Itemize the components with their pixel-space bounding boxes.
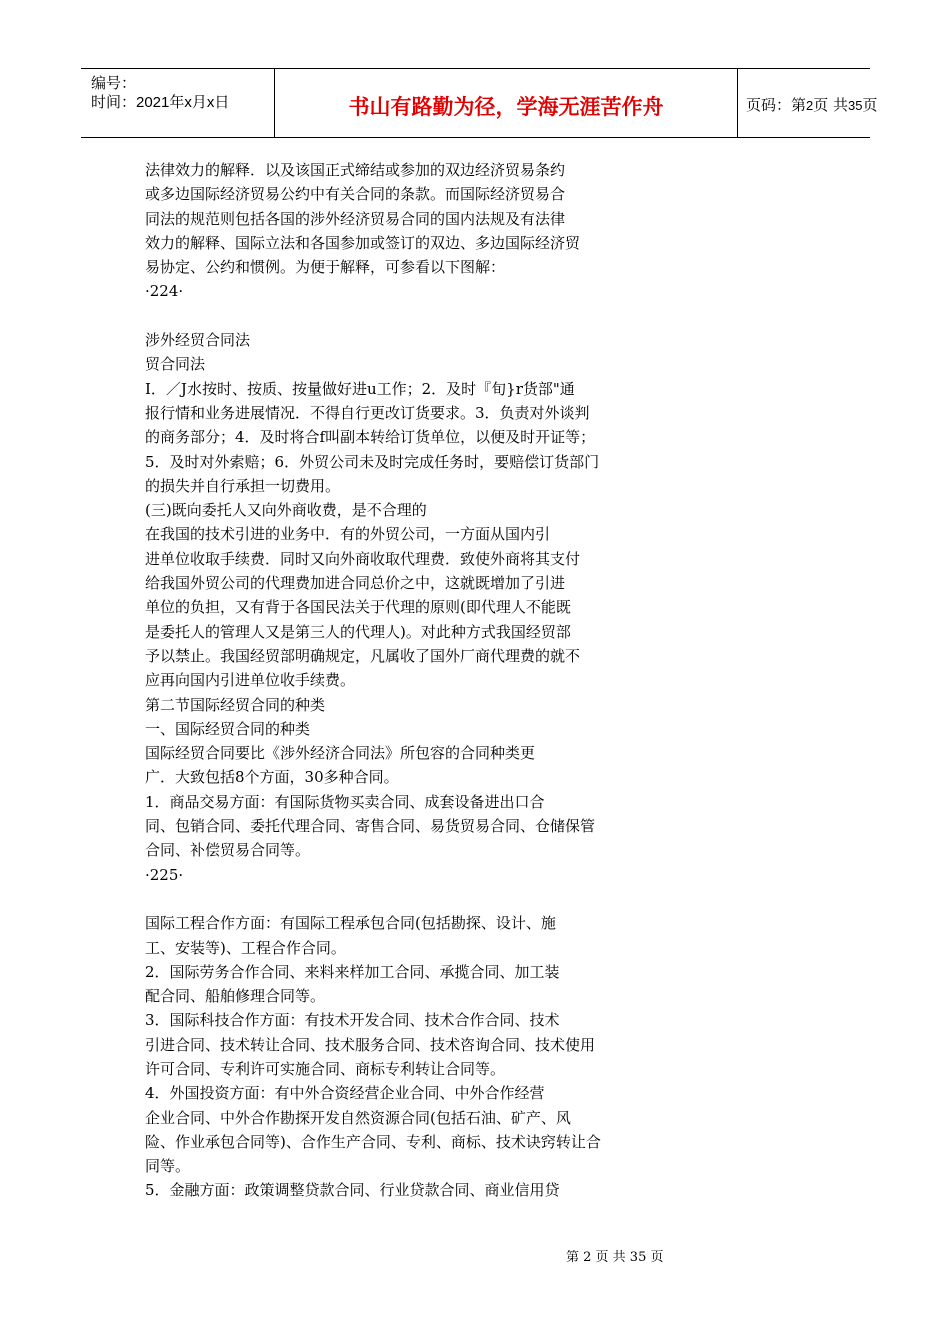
header-middle-cell [275, 69, 738, 137]
document-time-label: 时间：2021年x月x日 [91, 94, 230, 111]
text-line: 予以禁止。我国经贸部明确规定，凡属收了国外厂商代理费的就不 [145, 646, 581, 665]
text-line: 法律效力的解释．以及该国正式缔结或参加的双边经济贸易条约 [145, 161, 566, 179]
text-line: 4．外国投资方面：有中外合资经营企业合同、中外合作经营 [145, 1084, 545, 1103]
document-number-label: 编号： [91, 75, 137, 92]
text-line [145, 887, 685, 911]
text-line: 或多边国际经济贸易公约中有关合同的条款。而国际经济贸易合 [145, 185, 566, 204]
text-line: 贸合同法 [145, 355, 206, 374]
text-line: 的损失并自行承担一切费用。 [145, 476, 341, 495]
page-footer: 第 2 页 共 35 页 [566, 1250, 664, 1265]
text-line: 易协定、公约和惯例。为便于解释，可参看以下图解： [145, 258, 506, 277]
text-line: 广．大致包括8个方面，30多种合同。 [145, 768, 399, 787]
page-header [81, 68, 878, 138]
header-left-cell [81, 69, 275, 137]
text-line: ·224· [145, 282, 184, 301]
text-line: (三)既向委托人又向外商收费，是不合理的 [145, 501, 427, 520]
text-line: 引进合同、技术转让合同、技术服务合同、技术咨询合同、技术使用 [145, 1035, 596, 1054]
text-line: 工、安装等)、工程合作合同。 [145, 938, 346, 957]
text-line: 同、包销合同、委托代理合同、寄售合同、易货贸易合同、仓储保管 [145, 817, 596, 836]
page-label-suffix: 页 [862, 96, 878, 114]
text-line [145, 304, 685, 328]
text-line: 配合同、船舶修理合同等。 [145, 987, 326, 1006]
text-line: 同法的规范则包括各国的涉外经济贸易合同的国内法规及有法律 [145, 209, 566, 228]
text-line: 一、国际经贸合同的种类 [145, 719, 311, 738]
header-motto: 书山有路勤为径，学海无涯苦作舟 [348, 95, 664, 119]
text-line: 给我国外贸公司的代理费加进合同总价之中，这就既增加了引进 [145, 574, 566, 593]
text-line: 许可合同、专利许可实施合同、商标专利转让合同等。 [145, 1059, 506, 1078]
text-line: 效力的解释、国际立法和各国参加或签订的双边、多边国际经济贸 [145, 233, 581, 252]
text-line: 的商务部分；4．及时将合f叫副本转给订货单位，以便及时开证等； [145, 428, 596, 447]
text-line: 国际经贸合同要比《涉外经济合同法》所包容的合同种类更 [145, 744, 536, 763]
text-line: 进单位收取手续费．同时又向外商收取代理费．致使外商将其支付 [145, 549, 581, 568]
text-line: 是委托人的管理人又是第三人的代理人)。对此种方式我国经贸部 [145, 622, 571, 641]
text-line: 在我国的技术引进的业务中．有的外贸公司，一方面从国内引 [145, 525, 551, 544]
text-line: 单位的负担，又有背于各国民法关于代理的原则(即代理人不能既 [145, 598, 571, 617]
text-line: 应再向国内引进单位收手续费。 [145, 671, 356, 690]
text-line: 2．国际劳务合作合同、来料来样加工合同、承揽合同、加工装 [145, 962, 560, 981]
text-line: 合同、补偿贸易合同等。 [145, 841, 311, 860]
text-line: 报行情和业务进展情况．不得自行更改订货要求。3．负责对外谈判 [145, 403, 590, 422]
page-label-prefix: 页码：第 [746, 96, 807, 114]
body-text [145, 158, 685, 1203]
text-line: 同等。 [145, 1157, 191, 1176]
text-line: 险、作业承包合同等)、合作生产合同、专利、商标、技术诀窍转让合 [145, 1132, 601, 1151]
text-line: 涉外经贸合同法 [145, 331, 251, 350]
text-line: 5．金融方面：政策调整贷款合同、行业贷款合同、商业信用贷 [145, 1181, 560, 1200]
text-line: ·225· [145, 865, 184, 884]
text-line: 3．国际科技合作方面：有技术开发合同、技术合作合同、技术 [145, 1011, 560, 1030]
page-current-number: 2 [806, 98, 814, 113]
page-total-number: 35 [848, 98, 863, 113]
text-line: 企业合同、中外合作勘探开发自然资源合同(包括石油、矿产、风 [145, 1108, 571, 1127]
header-right-cell [738, 69, 878, 137]
page-label-middle: 页 共 [813, 96, 849, 114]
text-line: 国际工程合作方面：有国际工程承包合同(包括勘探、设计、施 [145, 914, 556, 933]
text-line: 第二节国际经贸合同的种类 [145, 695, 326, 714]
text-line: I．／J水按时、按质、按量做好进u工作；2．及时『旬}r货部"通 [145, 379, 575, 398]
text-line: 1．商品交易方面：有国际货物买卖合同、成套设备进出口合 [145, 792, 545, 811]
header-page-info [746, 94, 878, 115]
text-line: 5．及时对外索赔；6．外贸公司未及时完成任务时，要赔偿订货部门 [145, 452, 600, 471]
